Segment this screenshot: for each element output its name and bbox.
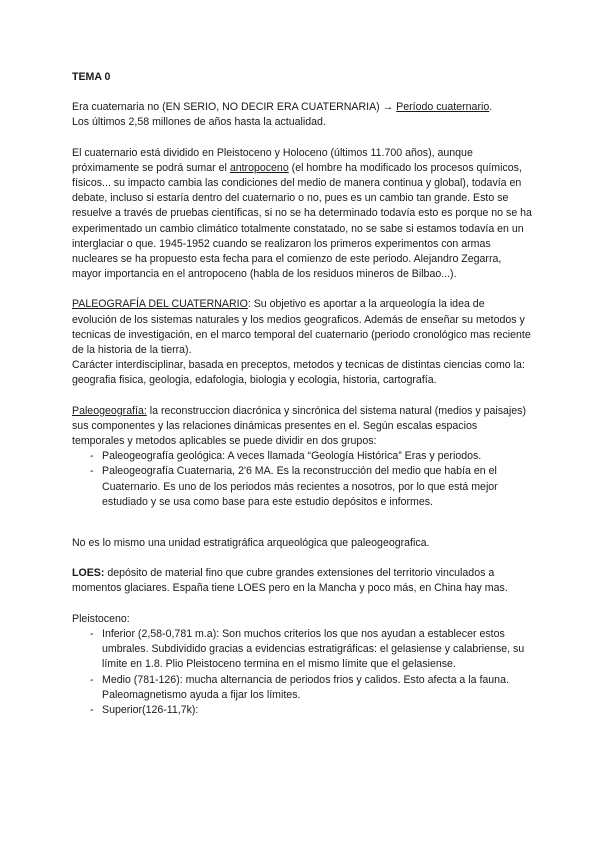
periodo-cuaternario-term: Período cuaternario: [396, 101, 490, 114]
paragraph-unidad-estratigrafica: No es lo mismo una unidad estratigráfica arqueológica que paleogeografica.: [72, 537, 430, 550]
loes-text: depósito de material fino que cubre grandes extensiones del territorio vinculados a momentos glaciares. España tiene LOES pero en la Mancha y poco más, en China hay mas.: [72, 567, 508, 595]
list-item: - Medio (781-126): mucha alternancia de periodos frios y calidos. Esto afecta a la fauna. Paleomagnetismo ayuda a fijar los límites.: [72, 673, 532, 703]
paragraph-era-cuaternaria: [72, 100, 532, 130]
paleografia-text: : Su objetivo es aportar a la arqueología la idea de evolución de los sistemas naturales y los medios geograficos. Además de enseñar su metodos y tecnicas de investigación, en el marco temporal del cuaternario (periodo cronológico mas reciente de la historia de la tierra).: [72, 298, 531, 357]
document-body: [72, 70, 532, 718]
list-item: - Paleogeografía geológica: A veces llamada “Geología Histórica” Eras y periodos.: [72, 449, 532, 464]
pleistoceno-heading: Pleistoceno:: [72, 612, 130, 625]
paragraph-cuaternario-division: [72, 146, 532, 283]
loes-term: LOES:: [72, 567, 105, 580]
paragraph-loes: [72, 566, 532, 596]
list-item: - Paleogeografía Cuaternaria, 2'6 MA. Es la reconstrucción del medio que había en el Cuaternario. Es uno de los periodos más recientes a nosotros, por lo que está mejor estudiado y se usa como base para este estudio depósitos e informes.: [72, 464, 532, 510]
list-item: - Inferior (2,58-0,781 m.a): Son muchos criterios los que nos ayudan a establecer estos umbrales. Subdividido gracias a evidencias estratigráficas: el gelasiense y calabriense, su límite en 1.8. Plio Pleistoceno termina en el mismo límite que el gelasiense.: [72, 627, 532, 673]
era-line-2: Los últimos 2,58 millones de años hasta la actualidad.: [72, 116, 326, 129]
paleografia-line-2: Carácter interdisciplinar, basada en preceptos, metodos y tecnicas de distintas ciencias como la: geografia fisica, geologia, edafologia, biologia y ecologia, historia, cartografía.: [72, 359, 525, 387]
era-lead-text: Era cuaternaria no (EN SERIO, NO DECIR ERA CUATERNARIA) →: [72, 101, 397, 114]
paleogeografia-list: [72, 449, 532, 510]
division-text-post: (el hombre ha modificado los procesos químicos, físicos... su impacto cambia las condiciones del medio de manera continua y global), todavía en debate, incluso si estaría dentro del cuaternario o no, pues es un cambio tan grande. Esto se resuelve a través de pruebas científicas, si no se ha determinado todavía esto es porque no se ha experimentado un cambio climático totalmente constatado, no se sabe si estamos todavía en un interglaciar o que. 1945-1952 cuando se realizaron los primeros experimentos con armas nucleares se ha propuesto esta fecha para el comienzo de este periodo. Alejandro Zegarra, mayor importancia en el antropoceno (habla de los residuos mineros de Bilbao...).: [72, 161, 532, 281]
pleistoceno-list: [72, 627, 532, 718]
list-item: - Superior(126-11,7k):: [72, 703, 532, 718]
paleogeografia-text: la reconstruccion diacrónica y sincrónica del sistema natural (medios y paisajes) sus componentes y las relaciones dinámicas presentes en el. Según escalas espacios temporales y metodos aplicables se puede dividir en dos grupos:: [72, 404, 526, 448]
paragraph-paleogeografia: [72, 404, 532, 450]
division-text-pre: El cuaternario está dividido en Pleistoceno y Holoceno (últimos 11.700 años), aunque próximamente se podrá sumar el: [72, 146, 473, 174]
paragraph-paleografia: [72, 297, 532, 388]
antropoceno-term: antropoceno: [229, 161, 289, 174]
paleografia-heading: PALEOGRAFÍA DEL CUATERNARIO: [72, 298, 248, 311]
paleogeografia-heading: Paleogeografía:: [72, 404, 147, 417]
era-lead-tail: .: [489, 101, 493, 114]
document-title: TEMA 0: [72, 71, 111, 83]
